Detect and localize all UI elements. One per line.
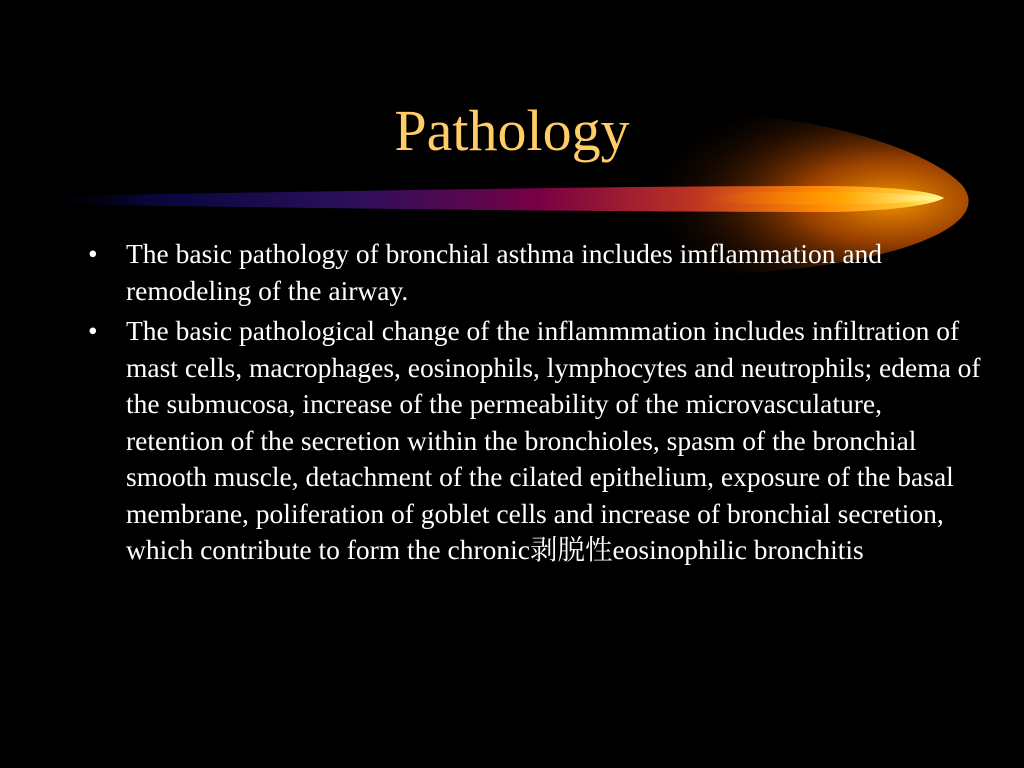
bullet-marker: • — [88, 315, 98, 346]
bullet-text: The basic pathology of bronchial asthma includes imflammation and remodeling of the airway. — [126, 238, 883, 306]
bullet-item-inflammation — [84, 313, 984, 569]
bullet-item-pathology — [84, 236, 984, 309]
bullet-text: The basic pathological change of the inflammmation includes infiltration of mast cells, macrophages, eosinophils, lymphocytes and neutrophils; edema of the submucosa, increase of the permeability of the microvasculature, retention of the secretion within the bronchioles, spasm of the bronchial smooth muscle, detachment of the cilated epithelium, exposure of the basal membrane, poliferation of goblet cells and increase of bronchial secretion, which contribute to form the chronic剥脱性eosinophilic bronchitis — [126, 315, 981, 565]
bullet-marker: • — [88, 238, 98, 269]
bullet-list — [84, 236, 984, 573]
slide-title: Pathology — [394, 98, 630, 163]
